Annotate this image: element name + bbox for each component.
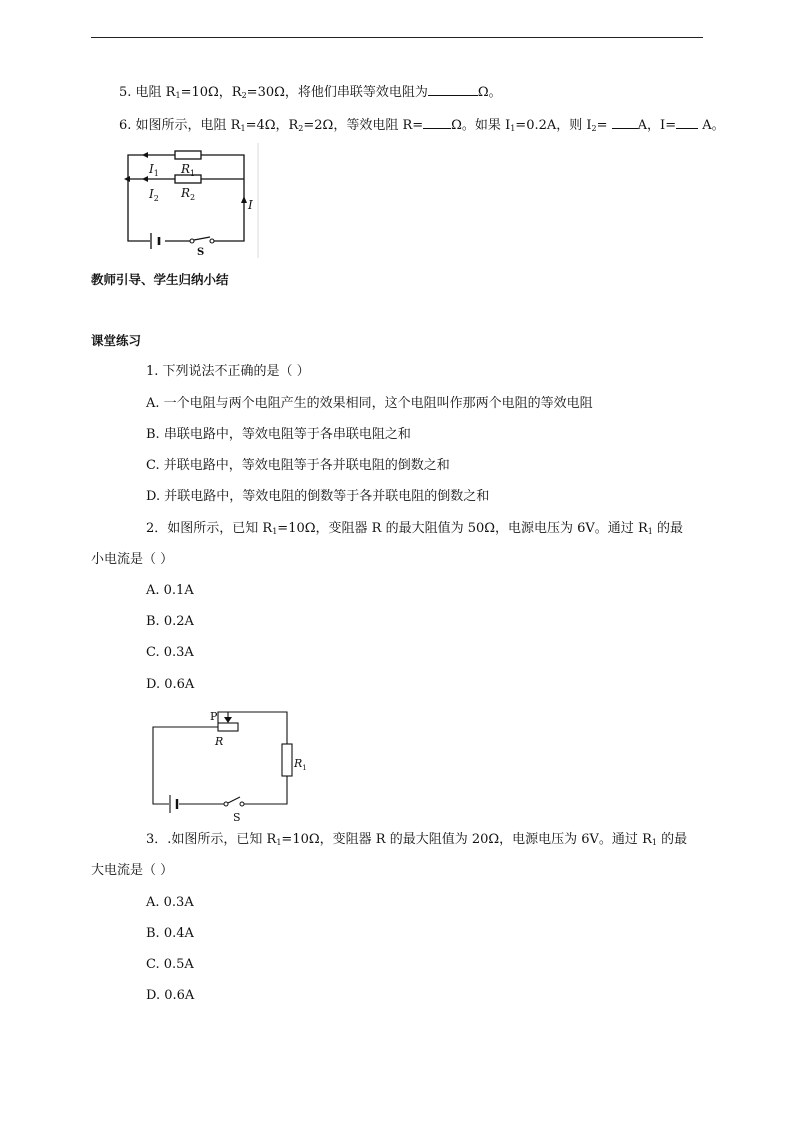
battery-icon	[151, 233, 159, 249]
q6-resistance-blank[interactable]	[423, 116, 451, 129]
parallel-circuit-diagram	[117, 143, 262, 258]
practice-3-stem-line2: 大电流是（ ）	[91, 863, 174, 878]
p-label: P	[210, 710, 218, 723]
q6-text-c: =2Ω，等效电阻 R=	[303, 118, 424, 133]
summary-heading: 教师引导、学生归纳小结	[91, 272, 229, 287]
q6-sub-d: 1	[510, 124, 516, 133]
practice-1-option-c[interactable]: C. 并联电路中，等效电阻等于各并联电阻的倒数之和	[146, 458, 450, 473]
switch-icon	[224, 797, 244, 806]
battery-icon	[170, 795, 177, 813]
arrow-icon	[241, 196, 247, 203]
p2-text-b: =10Ω，变阻器 R 的最大阻值为 50Ω，电源电压为 6V。通过 R	[277, 521, 648, 536]
practice-2-option-a[interactable]: A. 0.1A	[146, 583, 194, 598]
r1-label: $R_1$	[294, 757, 307, 772]
switch-icon	[190, 237, 214, 243]
practice-1-option-b[interactable]: B. 串联电路中，等效电阻等于各串联电阻之和	[146, 427, 411, 442]
p3-sub-b: 1	[651, 838, 657, 847]
question-6	[119, 116, 725, 137]
q5-text-a: 电阻 R	[135, 85, 176, 100]
practice-3-option-c[interactable]: C. 0.5A	[146, 957, 194, 972]
practice-2-option-b[interactable]: B. 0.2A	[146, 614, 194, 629]
q6-text-b: =4Ω，R	[245, 118, 299, 133]
q5-text-d: Ω。	[477, 85, 502, 100]
q6-text-d: Ω。如果 I	[451, 118, 511, 133]
practice-2-stem	[146, 521, 683, 540]
practice-1-option-d[interactable]: D. 并联电路中，等效电阻的倒数等于各并联电阻的倒数之和	[146, 489, 490, 504]
q6-text-a: 如图所示，电阻 R	[135, 118, 241, 133]
s-label: S	[197, 247, 205, 258]
practice-3-option-b[interactable]: B. 0.4A	[146, 926, 194, 941]
q6-i2-blank[interactable]	[612, 116, 638, 129]
q6-sub-b: 2	[298, 124, 304, 133]
q6-i-blank[interactable]	[676, 116, 698, 129]
q5-sub-b: 2	[241, 91, 247, 100]
i2-label: $I_2$	[149, 187, 159, 203]
p3-sub-a: 1	[276, 838, 282, 847]
q6-sub-e: 2	[591, 124, 597, 133]
rheostat-r	[218, 723, 238, 731]
i-label: I	[248, 198, 253, 212]
r2-label: $R_2$	[181, 186, 196, 202]
q6-text-e: =0.2A，则 I	[515, 118, 592, 133]
q6-text-h: A。	[702, 118, 725, 133]
q5-number: 5.	[119, 85, 132, 100]
practice-1-option-a[interactable]: A. 一个电阻与两个电阻产生的效果相同，这个电阻叫作那两个电阻的等效电阻	[146, 396, 593, 411]
p2-text-c: 的最	[652, 521, 683, 536]
r1-label: $R_1$	[181, 162, 196, 178]
p2-text-a: 2．如图所示，已知 R	[146, 521, 273, 536]
practice-3-option-a[interactable]: A. 0.3A	[146, 895, 194, 910]
header-rule	[91, 37, 703, 38]
q5-text-c: =30Ω，将他们串联等效电阻为	[246, 85, 428, 100]
resistor-r1	[175, 151, 201, 159]
q5-text-b: =10Ω，R	[180, 85, 242, 100]
arrow-icon	[142, 152, 148, 158]
rheostat-circuit-diagram	[146, 704, 306, 826]
q6-sub-a: 1	[240, 124, 246, 133]
p2-sub-b: 1	[647, 527, 653, 536]
practice-3-option-d[interactable]: D. 0.6A	[146, 988, 195, 1003]
practice-1-stem: 1. 下列说法不正确的是（ ）	[146, 364, 310, 379]
practice-heading: 课堂练习	[91, 333, 142, 348]
q6-number: 6.	[119, 118, 132, 133]
arrow-icon	[124, 176, 130, 182]
resistor-r2	[175, 175, 201, 183]
q6-text-g: A，I=	[637, 118, 677, 133]
practice-3-stem	[146, 832, 687, 851]
q5-sub-a: 1	[175, 91, 181, 100]
i1-label: $I_1$	[149, 162, 159, 178]
r-label: R	[215, 735, 224, 748]
resistor-r1	[282, 744, 292, 776]
p2-sub-a: 1	[272, 527, 278, 536]
q5-answer-blank[interactable]	[428, 83, 478, 96]
q6-text-f: =	[596, 118, 608, 133]
practice-2-option-c[interactable]: C. 0.3A	[146, 645, 194, 660]
p3-text-a: 3．.如图所示，已知 R	[146, 832, 277, 847]
practice-2-option-d[interactable]: D. 0.6A	[146, 677, 195, 692]
p3-text-c: 的最	[656, 832, 688, 847]
s-label: S	[233, 811, 241, 824]
arrow-icon	[142, 176, 148, 182]
practice-2-stem-line2: 小电流是（ ）	[91, 552, 174, 567]
p3-text-b: =10Ω，变阻器 R 的最大阻值为 20Ω，电源电压为 6V。通过 R	[281, 832, 652, 847]
question-5	[119, 83, 502, 104]
